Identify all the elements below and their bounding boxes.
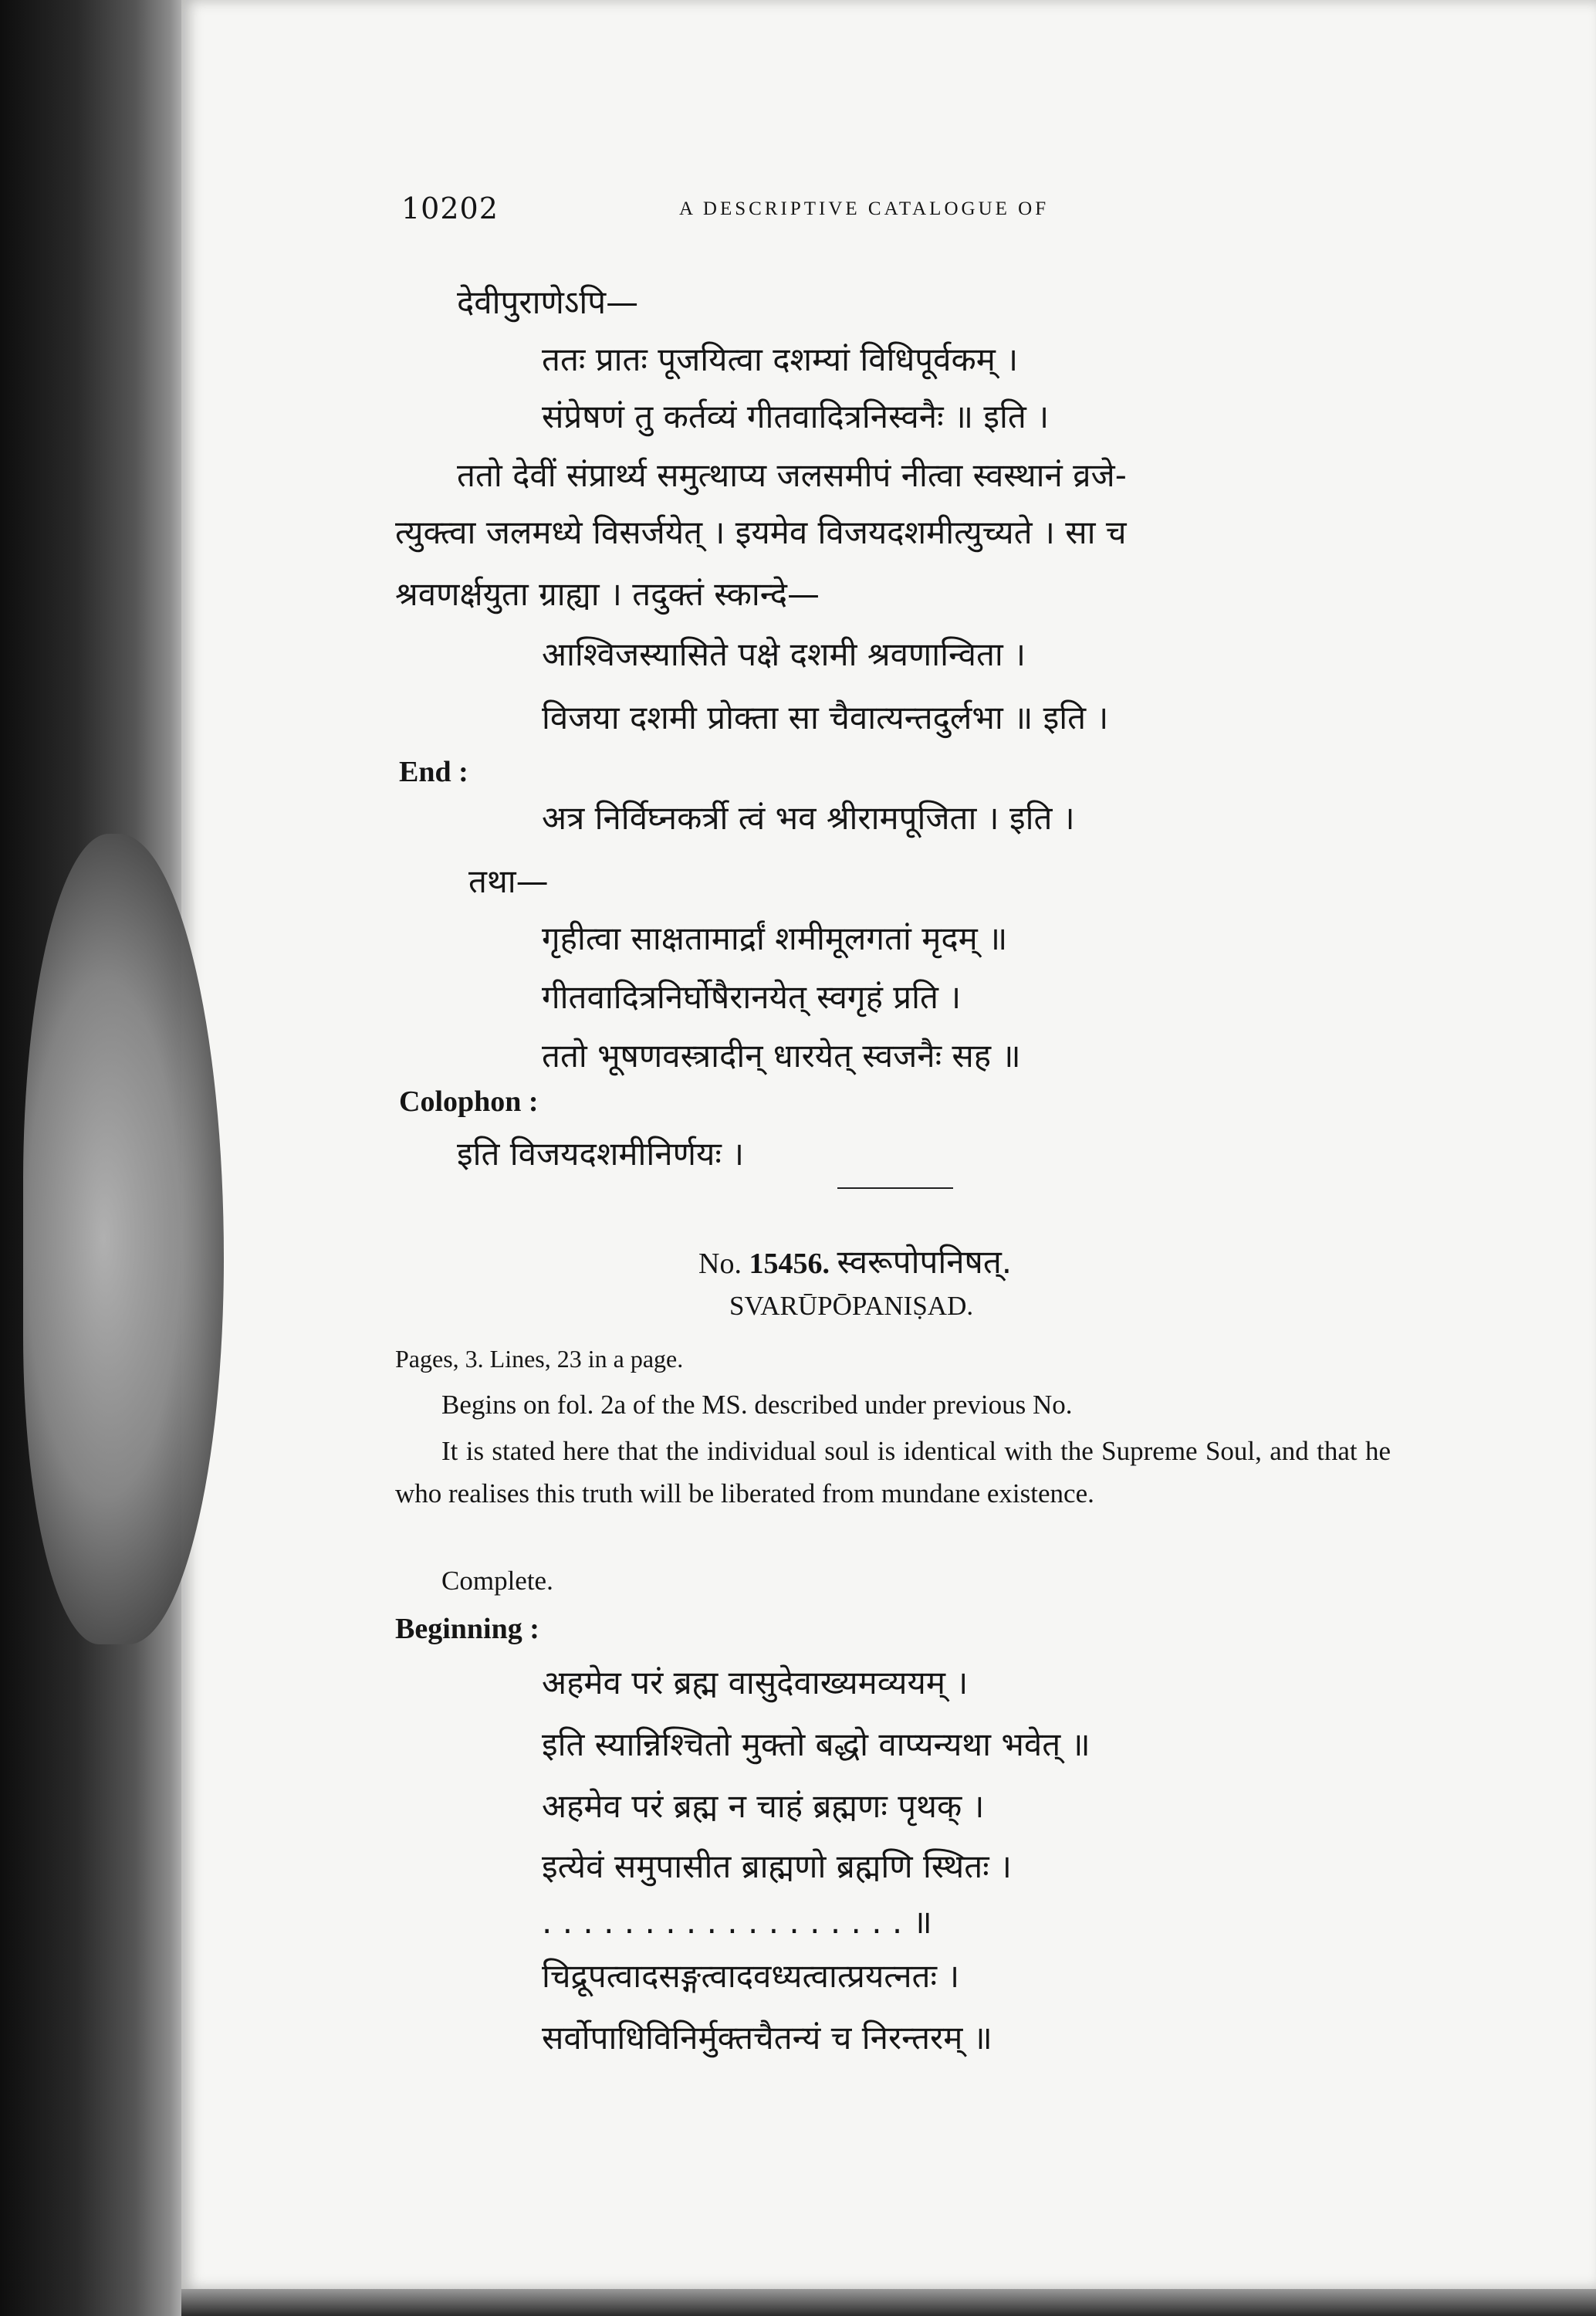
verse-line: चिद्रूपत्वादसङ्गत्वादवध्यत्वात्प्रयत्नतः । [542, 1957, 960, 1995]
verse-line: अहमेव परं ब्रह्म न चाहं ब्रह्मणः पृथक् । [542, 1787, 985, 1825]
tatha-label: तथा— [468, 862, 549, 900]
colophon-text: इति विजयदशमीनिर्णयः । [457, 1135, 745, 1173]
begins-info: Begins on fol. 2a of the MS. described under previous No. [441, 1390, 1073, 1420]
pages-lines-info: Pages, 3. Lines, 23 in a page. [395, 1345, 684, 1373]
entry-number-line [698, 1239, 1012, 1283]
verse-line: विजया दशमी प्रोक्ता सा चैवात्यन्तदुर्लभा ॥ इति । [542, 699, 1109, 736]
verse-line: इत्येवं समुपासीत ब्राह्मणो ब्रह्मणि स्थितः । [542, 1847, 1012, 1885]
entry-description: It is stated here that the individual soul is identical with the Supreme Soul, and that he who realises this truth will be liberated from mundane existence. [395, 1436, 1391, 1508]
prose-line: ततो देवीं संप्रार्थ्य समुत्थाप्य जलसमीपं नीत्वा स्वस्थानं व्रजे- [457, 456, 1127, 494]
section-divider [837, 1187, 953, 1189]
scan-bottom-edge [181, 2289, 1596, 2316]
entry-title-roman: SVARŪPŌPANIṢAD. [729, 1291, 974, 1321]
entry-number: 15456. [749, 1248, 830, 1280]
prose-line: त्युक्त्वा जलमध्ये विसर्जयेत् । इयमेव विजयदशमीत्युच्यते । सा च [395, 513, 1127, 551]
devipurana-intro: देवीपुराणेऽपि— [457, 283, 639, 321]
page-number: 10202 [401, 191, 499, 225]
verse-line: अत्र निर्विघ्नकर्त्री त्वं भव श्रीरामपूजिता । इति । [542, 799, 1075, 837]
beginning-label: Beginning : [395, 1613, 539, 1645]
verse-line: इति स्यान्निश्चितो मुक्तो बद्धो वाप्यन्यथा भवेत् ॥ [542, 1725, 1090, 1763]
verse-line: गृहीत्वा साक्षतामार्द्रां शमीमूलगतां मृदम् ॥ [542, 919, 1008, 957]
verse-line: गीतवादित्रनिर्घोषैरानयेत् स्वगृहं प्रति । [542, 978, 962, 1016]
verse-line: संप्रेषणं तु कर्तव्यं गीतवादित्रनिस्वनैः ॥ इति । [542, 398, 1050, 435]
verse-line: सर्वोपाधिविनिर्मुक्तचैतन्यं च निरन्तरम् ॥ [542, 2019, 992, 2057]
entry-status: Complete. [441, 1566, 553, 1596]
verse-line: अहमेव परं ब्रह्म वासुदेवाख्यमव्ययम् । [542, 1664, 969, 1701]
entry-number-prefix: No. [698, 1248, 742, 1280]
prose-line: श्रवणर्क्षयुता ग्राह्या । तदुक्तं स्कान्दे— [395, 575, 820, 613]
verse-line: आश्विजस्यासिते पक्षे दशमी श्रवणान्विता । [542, 635, 1026, 673]
verse-line: ततो भूषणवस्त्रादीन् धारयेत् स्वजनैः सह ॥ [542, 1037, 1021, 1075]
entry-title-devanagari: स्वरूपोपनिषत्. [837, 1243, 1013, 1281]
ellipsis-line: . . . . . . . . . . . . . . . . . . ॥ [542, 1903, 932, 1941]
end-label: End : [399, 756, 468, 788]
colophon-label: Colophon : [399, 1085, 539, 1118]
verse-line: ततः प्रातः पूजयित्वा दशम्यां विधिपूर्वकम् । [542, 340, 1019, 378]
running-title: A DESCRIPTIVE CATALOGUE OF [679, 198, 1050, 219]
